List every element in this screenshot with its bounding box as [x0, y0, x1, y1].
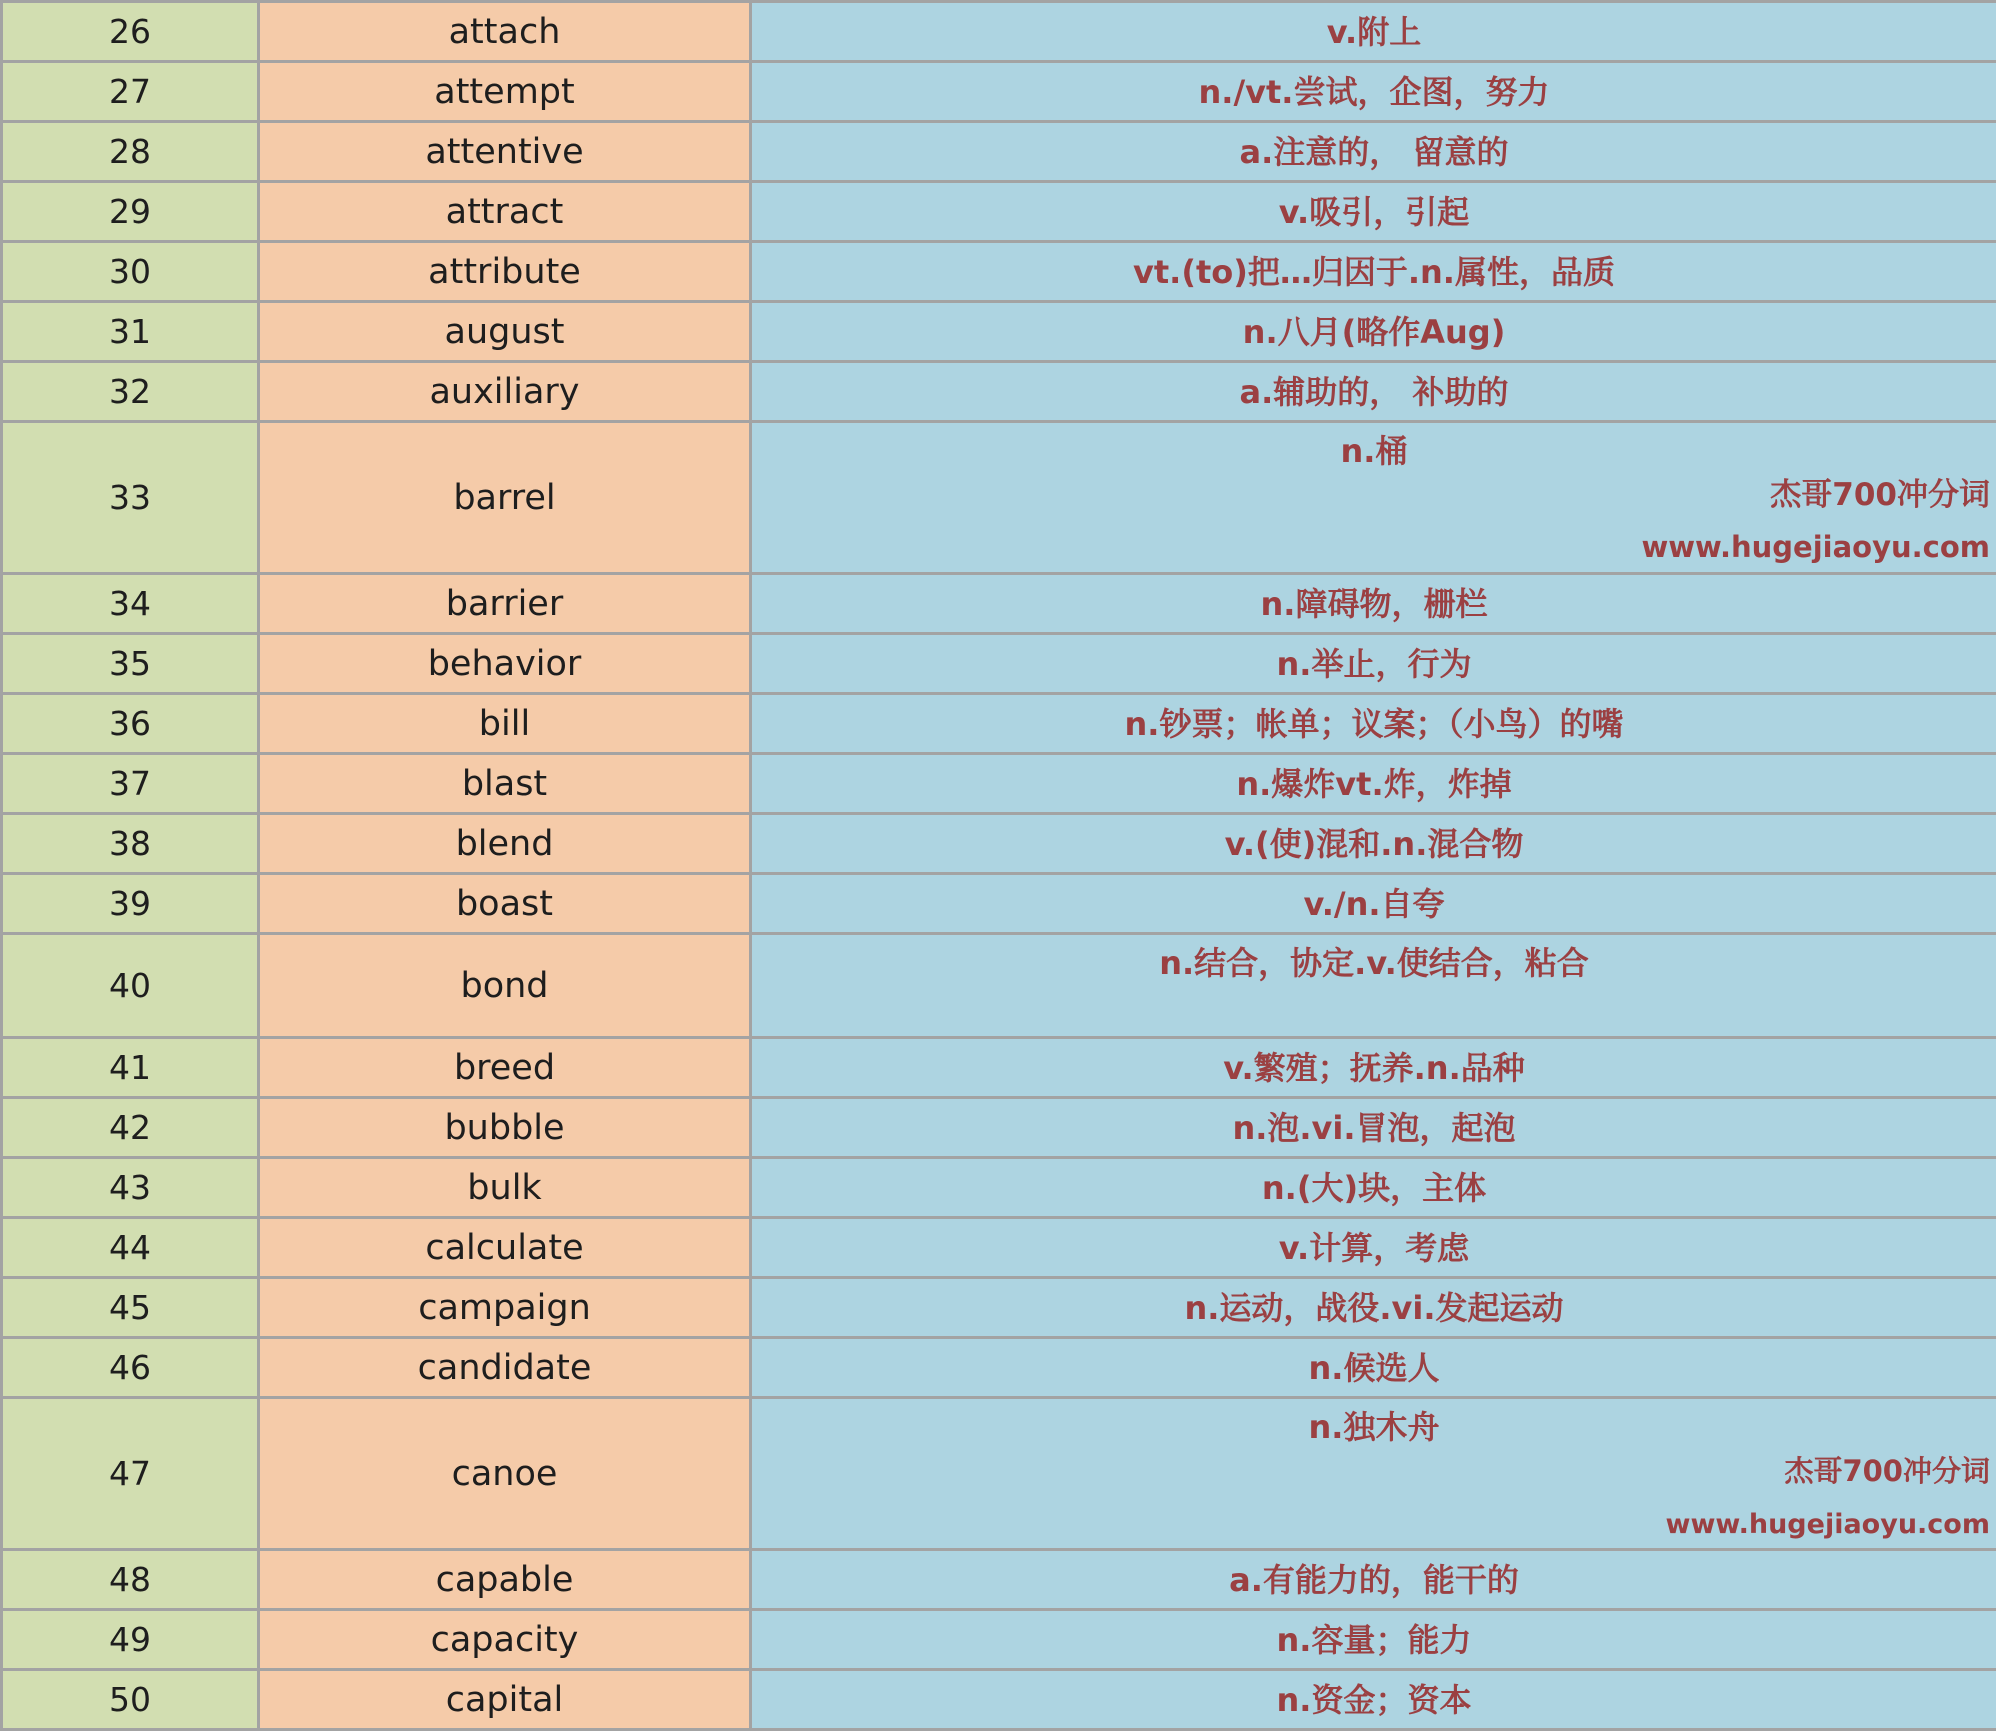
meaning-text: v.附上 — [752, 12, 1996, 52]
chinese-meaning — [751, 934, 1996, 1038]
table-row — [2, 1610, 1996, 1670]
row-number: 36 — [2, 694, 259, 754]
table-row — [2, 1098, 1996, 1158]
watermark-url: www.hugejiaoyu.com — [1641, 530, 1990, 564]
chinese-meaning — [751, 62, 1996, 122]
english-word: capacity — [259, 1610, 751, 1670]
table-row — [2, 1550, 1996, 1610]
english-word: capital — [259, 1670, 751, 1730]
row-number: 33 — [2, 422, 259, 574]
english-word: blast — [259, 754, 751, 814]
meaning-text: n.运动，战役.vi.发起运动 — [752, 1288, 1996, 1328]
english-word: auxiliary — [259, 362, 751, 422]
meaning-text: n./vt.尝试，企图，努力 — [752, 72, 1996, 112]
english-word: attempt — [259, 62, 751, 122]
meaning-text: n.爆炸vt.炸，炸掉 — [752, 764, 1996, 804]
english-word: attach — [259, 2, 751, 62]
watermark-title: 杰哥700冲分词 — [1784, 1449, 1990, 1490]
meaning-text: n.结合，协定.v.使结合，粘合 — [752, 935, 1996, 983]
watermark-url: www.hugejiaoyu.com — [1666, 1509, 1991, 1540]
row-number: 35 — [2, 634, 259, 694]
table-row — [2, 634, 1996, 694]
chinese-meaning — [751, 302, 1996, 362]
chinese-meaning — [751, 634, 1996, 694]
row-number: 45 — [2, 1278, 259, 1338]
english-word: attract — [259, 182, 751, 242]
chinese-meaning — [751, 242, 1996, 302]
english-word: boast — [259, 874, 751, 934]
watermark-title: 杰哥700冲分词 — [1770, 469, 1990, 514]
table-row — [2, 1278, 1996, 1338]
english-word: behavior — [259, 634, 751, 694]
chinese-meaning — [751, 1610, 1996, 1670]
chinese-meaning — [751, 1670, 1996, 1730]
english-word: canoe — [259, 1398, 751, 1550]
row-number: 42 — [2, 1098, 259, 1158]
meaning-text: n.障碍物，栅栏 — [752, 584, 1996, 624]
row-number: 28 — [2, 122, 259, 182]
english-word: bulk — [259, 1158, 751, 1218]
chinese-meaning — [751, 1550, 1996, 1610]
english-word: bubble — [259, 1098, 751, 1158]
chinese-meaning — [751, 362, 1996, 422]
meaning-text: n.(大)块，主体 — [752, 1168, 1996, 1208]
row-number: 32 — [2, 362, 259, 422]
row-number: 29 — [2, 182, 259, 242]
meaning-text: v.繁殖；抚养.n.品种 — [752, 1048, 1996, 1088]
table-row — [2, 62, 1996, 122]
table-row — [2, 934, 1996, 1038]
chinese-meaning — [751, 2, 1996, 62]
chinese-meaning — [751, 814, 1996, 874]
row-number: 26 — [2, 2, 259, 62]
meaning-text: n.桶 — [752, 423, 1996, 471]
table-row — [2, 1218, 1996, 1278]
table-row — [2, 874, 1996, 934]
table-row — [2, 422, 1996, 574]
row-number: 30 — [2, 242, 259, 302]
chinese-meaning — [751, 1398, 1996, 1550]
chinese-meaning — [751, 574, 1996, 634]
english-word: bond — [259, 934, 751, 1038]
meaning-text: n.泡.vi.冒泡，起泡 — [752, 1108, 1996, 1148]
table-row — [2, 1038, 1996, 1098]
meaning-text: n.容量；能力 — [752, 1620, 1996, 1660]
row-number: 34 — [2, 574, 259, 634]
row-number: 43 — [2, 1158, 259, 1218]
row-number: 49 — [2, 1610, 259, 1670]
row-number: 31 — [2, 302, 259, 362]
chinese-meaning — [751, 422, 1996, 574]
table-row — [2, 694, 1996, 754]
chinese-meaning — [751, 874, 1996, 934]
chinese-meaning — [751, 182, 1996, 242]
english-word: blend — [259, 814, 751, 874]
chinese-meaning — [751, 694, 1996, 754]
table-row — [2, 242, 1996, 302]
row-number: 40 — [2, 934, 259, 1038]
meaning-text: a.辅助的， 补助的 — [752, 372, 1996, 412]
meaning-text: a.有能力的，能干的 — [752, 1560, 1996, 1600]
row-number: 47 — [2, 1398, 259, 1550]
meaning-text: v.(使)混和.n.混合物 — [752, 824, 1996, 864]
meaning-text: v.吸引，引起 — [752, 192, 1996, 232]
table-row — [2, 574, 1996, 634]
meaning-text: vt.(to)把…归因于.n.属性，品质 — [752, 252, 1996, 292]
row-number: 44 — [2, 1218, 259, 1278]
meaning-text: n.资金；资本 — [752, 1680, 1996, 1720]
chinese-meaning — [751, 1278, 1996, 1338]
chinese-meaning — [751, 1338, 1996, 1398]
english-word: august — [259, 302, 751, 362]
row-number: 46 — [2, 1338, 259, 1398]
meaning-text: v./n.自夸 — [752, 884, 1996, 924]
table-row — [2, 1670, 1996, 1730]
chinese-meaning — [751, 1098, 1996, 1158]
english-word: calculate — [259, 1218, 751, 1278]
meaning-text: a.注意的， 留意的 — [752, 132, 1996, 172]
english-word: attentive — [259, 122, 751, 182]
meaning-text: n.八月(略作Aug) — [752, 312, 1996, 352]
table-row — [2, 122, 1996, 182]
chinese-meaning — [751, 1038, 1996, 1098]
table-row — [2, 2, 1996, 62]
table-row — [2, 302, 1996, 362]
english-word: bill — [259, 694, 751, 754]
row-number: 27 — [2, 62, 259, 122]
row-number: 50 — [2, 1670, 259, 1730]
english-word: breed — [259, 1038, 751, 1098]
english-word: attribute — [259, 242, 751, 302]
chinese-meaning — [751, 1158, 1996, 1218]
row-number: 48 — [2, 1550, 259, 1610]
english-word: barrier — [259, 574, 751, 634]
row-number: 39 — [2, 874, 259, 934]
table-row — [2, 362, 1996, 422]
row-number: 38 — [2, 814, 259, 874]
table-row — [2, 754, 1996, 814]
meaning-text: n.钞票；帐单；议案；（小鸟）的嘴 — [752, 704, 1996, 744]
table-row — [2, 814, 1996, 874]
chinese-meaning — [751, 754, 1996, 814]
table-row — [2, 1398, 1996, 1550]
row-number: 41 — [2, 1038, 259, 1098]
chinese-meaning — [751, 1218, 1996, 1278]
table-row — [2, 182, 1996, 242]
english-word: capable — [259, 1550, 751, 1610]
meaning-text: n.独木舟 — [752, 1399, 1996, 1447]
row-number: 37 — [2, 754, 259, 814]
english-word: candidate — [259, 1338, 751, 1398]
meaning-text: n.举止，行为 — [752, 644, 1996, 684]
meaning-text: v.计算，考虑 — [752, 1228, 1996, 1268]
english-word: barrel — [259, 422, 751, 574]
english-word: campaign — [259, 1278, 751, 1338]
chinese-meaning — [751, 122, 1996, 182]
table-row — [2, 1338, 1996, 1398]
table-row — [2, 1158, 1996, 1218]
meaning-text: n.候选人 — [752, 1348, 1996, 1388]
